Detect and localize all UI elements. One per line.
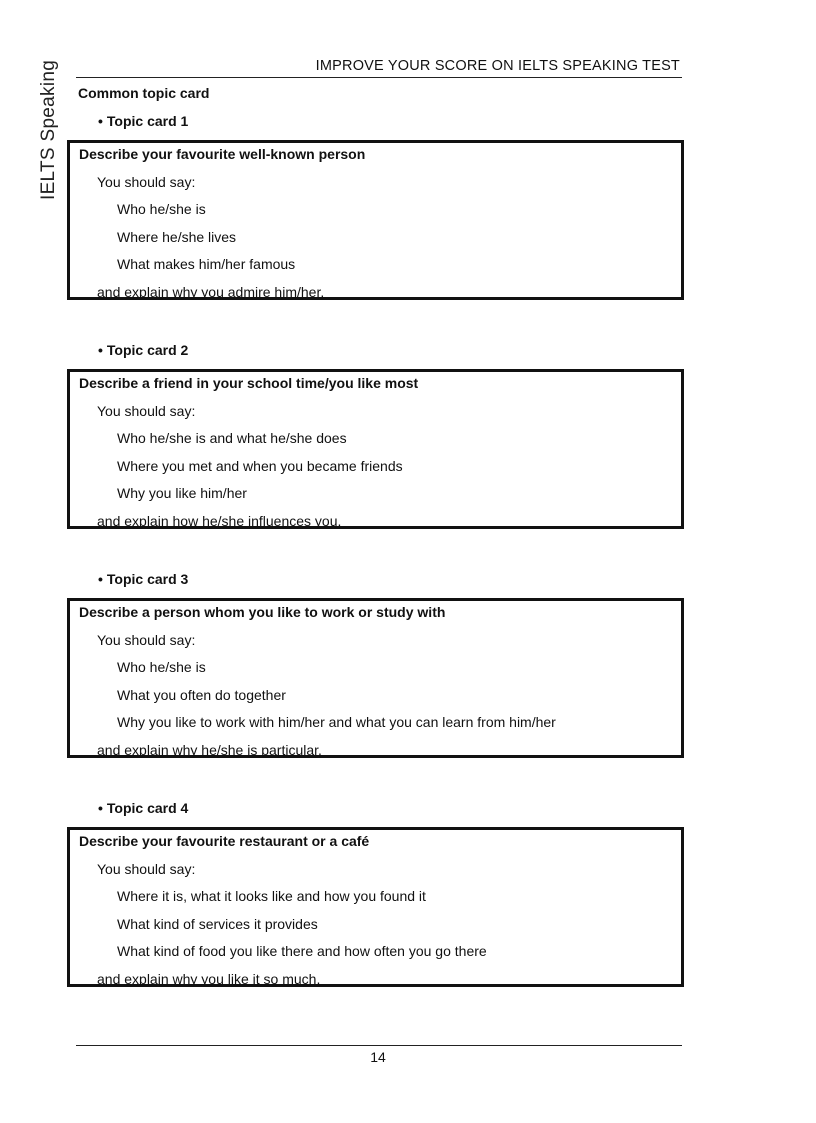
card-title: Describe your favourite restaurant or a café [79,833,370,849]
topic-card-1-box [67,140,684,300]
topic-card-1-heading [98,113,188,129]
card-explain: and explain why you admire him/her. [97,284,325,300]
side-label: IELTS Speaking [38,59,59,200]
card-should-say: You should say: [97,174,196,190]
topic-card-heading-label: Topic card 3 [106,571,189,587]
topic-card-heading-label: Topic card 2 [106,342,189,358]
card-should-say: You should say: [97,632,196,648]
bullet-icon: • [98,342,103,358]
card-title: Describe your favourite well-known person [79,146,366,162]
card-explain: and explain why he/she is particular. [97,742,322,758]
card-point: What kind of food you like there and how often you go there [117,943,487,959]
card-point: Where he/she lives [117,229,237,245]
topic-card-4-box [67,827,684,987]
topic-card-3-heading [98,571,188,587]
section-title: Common topic card [78,85,210,101]
card-title: Describe a friend in your school time/you like most [79,375,419,391]
topic-card-heading-label: Topic card 4 [106,800,189,816]
card-point: Where you met and when you became friends [117,458,403,474]
page-number: 14 [370,1049,386,1065]
bullet-icon: • [98,113,103,129]
header-rule [76,77,682,78]
card-should-say: You should say: [97,861,196,877]
card-point: Who he/she is and what he/she does [117,430,347,446]
card-explain: and explain why you like it so much. [97,971,321,987]
bullet-icon: • [98,800,103,816]
card-point: Who he/she is [117,201,206,217]
card-point: What you often do together [117,687,286,703]
card-point: Why you like to work with him/her and what you can learn from him/her [117,714,556,730]
card-point: Where it is, what it looks like and how you found it [117,888,426,904]
footer-rule [76,1045,682,1046]
card-point: What kind of services it provides [117,916,318,932]
card-point: Who he/she is [117,659,206,675]
header-title: IMPROVE YOUR SCORE ON IELTS SPEAKING TEST [315,58,680,74]
topic-card-heading-label: Topic card 1 [106,113,189,129]
card-should-say: You should say: [97,403,196,419]
card-point: Why you like him/her [117,485,247,501]
card-explain: and explain how he/she influences you. [97,513,342,529]
card-title: Describe a person whom you like to work or study with [79,604,446,620]
bullet-icon: • [98,571,103,587]
topic-card-3-box [67,598,684,758]
topic-card-2-box [67,369,684,529]
topic-card-4-heading [98,800,188,816]
card-point: What makes him/her famous [117,256,296,272]
topic-card-2-heading [98,342,188,358]
